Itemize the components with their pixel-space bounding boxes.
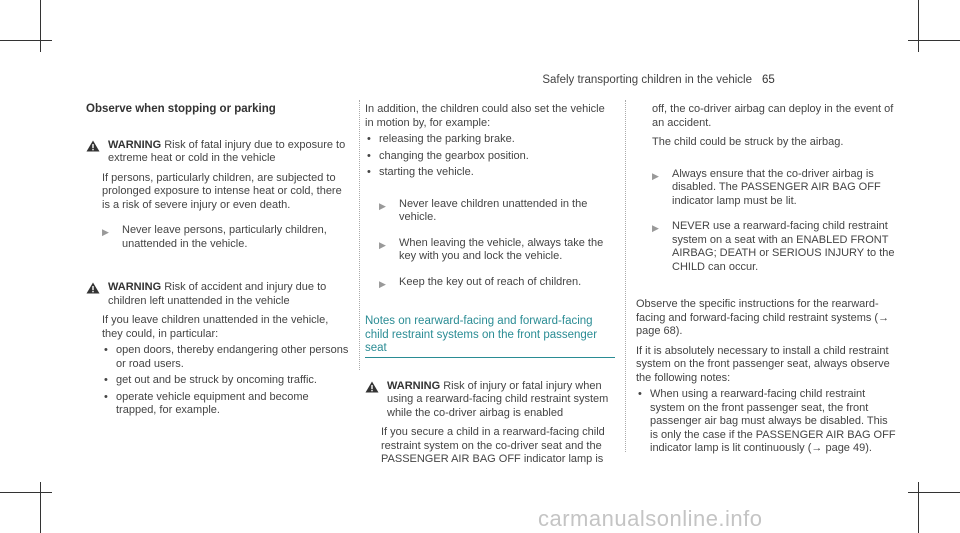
warning-block — [365, 380, 615, 421]
warning-text — [387, 380, 615, 421]
warning-description: Risk of injury or fatal injury when using a rearward-facing child restraint system while the co-driver airbag is enabled — [387, 379, 609, 419]
warning-triangle-icon — [365, 380, 387, 421]
note-text: NEVER use a rearward-facing child restraint system on a seat with an ENABLED FRONT AIRBAG; DEATH or SERIOUS INJURY to the CHILD can occur. — [672, 220, 895, 273]
note-item — [102, 224, 350, 251]
list-item: • starting the vehicle. — [365, 166, 615, 180]
note-text: Never leave persons, particularly children, unattended in the vehicle. — [122, 224, 327, 250]
bullet-list — [102, 344, 350, 418]
section-heading-wrap — [365, 315, 615, 358]
crop-mark — [0, 492, 52, 493]
paragraph: If it is absolutely necessary to install a child restraint system on the front passenger seat, always observe the following notes: — [636, 344, 890, 384]
note-text: Keep the key out of reach of children. — [399, 275, 582, 288]
warning-label: WARNING — [387, 379, 441, 392]
note-item — [652, 220, 898, 274]
list-item: • releasing the parking brake. — [365, 133, 615, 147]
crop-mark — [908, 492, 960, 493]
note-text: Always ensure that the co-driver airbag is disabled. The PASSENGER AIR BAG OFF indicator lamp must be lit. — [672, 167, 881, 207]
note-item — [379, 237, 615, 264]
warning-text — [108, 139, 350, 166]
list-item: • get out and be struck by oncoming traffic. — [102, 374, 350, 388]
crop-mark — [908, 40, 960, 41]
continued-paragraph: off, the co-driver airbag can deploy in the event of an accident. — [652, 103, 894, 129]
warning-block — [86, 139, 350, 166]
arrow-right-icon: ▶ — [652, 170, 659, 181]
warning-paragraph: If you secure a child in a rearward-facing child restraint system on the co-driver seat and the PASSENGER AIR BAG OFF indicator lamp is — [381, 426, 605, 465]
warning-label: WARNING — [108, 138, 162, 151]
bullet-list — [636, 388, 898, 456]
column-divider — [359, 100, 360, 370]
list-item: • open doors, thereby endangering other persons or road users. — [102, 344, 350, 371]
warning-paragraph: If you leave children unattended in the vehicle, they could, in particular: — [102, 314, 329, 340]
column-divider — [625, 100, 626, 452]
column-2 — [365, 103, 615, 467]
note-text: When leaving the vehicle, always take the key with you and lock the vehicle. — [399, 236, 604, 262]
note-item — [652, 168, 898, 209]
crop-mark — [918, 0, 919, 52]
column-1 — [86, 103, 350, 418]
list-item: • When using a rearward-facing child restraint system on the front passenger seat, the front passenger air bag must always be disabled. This is only the case if the PASSENGER AIR BAG OFF indicator lamp is lit continuously (→ page 49). — [636, 388, 898, 456]
bullet-list — [365, 133, 615, 180]
warning-description: Risk of accident and injury due to children left unattended in the vehicle — [108, 281, 327, 307]
column-3 — [636, 103, 898, 456]
crop-mark — [918, 482, 919, 533]
warning-triangle-icon — [86, 139, 108, 166]
note-item — [379, 198, 615, 225]
arrow-right-icon: ▶ — [379, 278, 386, 289]
warning-triangle-icon — [86, 281, 108, 308]
section-heading-stopping: Observe when stopping or parking — [86, 103, 276, 115]
intro-paragraph: In addition, the children could also set the vehicle in motion by, for example: — [365, 103, 605, 129]
watermark: carmanualsonline.info — [538, 506, 763, 531]
note-text: Never leave children unattended in the vehicle. — [399, 197, 588, 223]
warning-description: Risk of fatal injury due to exposure to extreme heat or cold in the vehicle — [108, 138, 346, 164]
arrow-right-icon: ▶ — [102, 227, 109, 237]
paragraph: Observe the specific instructions for the rearward-facing and forward-facing child restraint systems (→ page 68). — [636, 298, 890, 337]
note-item — [379, 276, 615, 292]
arrow-right-icon: ▶ — [379, 239, 386, 250]
list-item: • operate vehicle equipment and become trapped, for example. — [102, 391, 350, 418]
warning-paragraph: If persons, particularly children, are subjected to prolonged exposure to intense heat or cold, there is a risk of severe injury or even death. — [102, 171, 342, 211]
warning-label: WARNING — [108, 281, 162, 293]
arrow-right-icon: ▶ — [652, 223, 659, 233]
crop-mark — [0, 40, 52, 41]
page-number: 65 — [762, 74, 775, 86]
arrow-right-icon: ▶ — [379, 200, 386, 211]
warning-block — [86, 281, 350, 308]
crop-mark — [40, 482, 41, 533]
list-item: • changing the gearbox position. — [365, 150, 615, 164]
running-title: Safely transporting children in the vehicle — [542, 74, 752, 86]
section-heading-child-restraint: Notes on rearward-facing and forward-facing child restraint systems on the front passenger seat — [365, 315, 598, 354]
crop-mark — [40, 0, 41, 52]
paragraph: The child could be struck by the airbag. — [652, 136, 844, 148]
warning-text — [108, 281, 350, 308]
